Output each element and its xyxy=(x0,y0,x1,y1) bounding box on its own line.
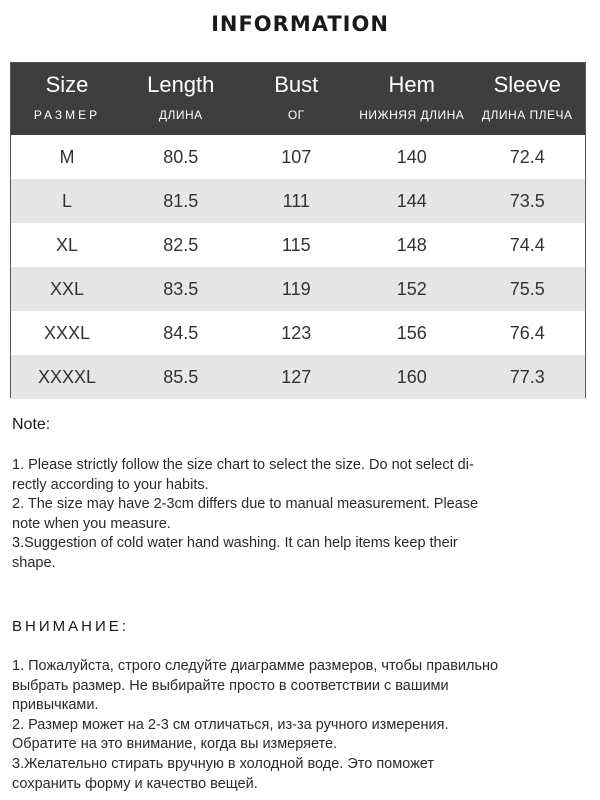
cell-size: L xyxy=(61,190,72,211)
header-bust xyxy=(239,63,355,135)
cell-hem: 152 xyxy=(396,278,427,299)
cell-length: 83.5 xyxy=(163,278,199,299)
cell-sleeve: 76.4 xyxy=(509,322,545,343)
ru-note-line: выбрать размер. Не выбирайте просто в соответствии с вашими xyxy=(12,677,449,694)
cell-sleeve: 74.4 xyxy=(509,234,545,255)
note-line: shape. xyxy=(12,554,56,571)
note-line: rectly according to your habits. xyxy=(12,476,209,493)
note-line: 2. The size may have 2-3cm differs due to manual measurement. Please xyxy=(12,496,479,513)
cell-bust: 107 xyxy=(281,146,312,167)
header-ru: НИЖНЯЯ ДЛИНА xyxy=(359,108,465,122)
cell-size: XXXL xyxy=(43,322,91,343)
note-line: 1. Please strictly follow the size chart to select the size. Do not select di- xyxy=(12,457,474,473)
table-header xyxy=(11,63,585,135)
cell-bust: 111 xyxy=(282,190,310,211)
table-row xyxy=(11,135,585,179)
table-row xyxy=(11,311,585,355)
ru-note-line: 3.Желательно стирать вручную в холодной воде. Это поможет xyxy=(12,755,435,772)
ru-note-line: Обратите на это внимание, когда вы измеряете. xyxy=(12,736,338,753)
page-title: INFORMATION xyxy=(211,12,389,36)
header-en: Sleeve xyxy=(493,72,561,97)
header-hem xyxy=(354,63,470,135)
header-en: Bust xyxy=(274,72,319,97)
header-length xyxy=(123,63,239,135)
header-en: Length xyxy=(147,72,215,97)
table-row xyxy=(11,223,585,267)
ru-note-line: 1. Пожалуйста, строго следуйте диаграмме размеров, чтобы правильно xyxy=(12,658,499,674)
header-sleeve xyxy=(470,63,586,135)
cell-hem: 144 xyxy=(396,190,427,211)
table-row xyxy=(11,179,585,223)
header-ru: ДЛИНА ПЛЕЧА xyxy=(481,108,573,122)
table-body xyxy=(11,135,585,399)
cell-length: 81.5 xyxy=(163,190,199,211)
cell-length: 82.5 xyxy=(163,234,199,255)
note-text xyxy=(12,456,588,574)
cell-hem: 156 xyxy=(396,322,427,343)
table-row xyxy=(11,355,585,399)
header-ru: ОГ xyxy=(287,108,305,122)
cell-bust: 123 xyxy=(281,322,312,343)
header-en: Size xyxy=(45,72,89,97)
ru-note-line: 2. Размер может на 2-3 см отличаться, из-за ручного измерения. xyxy=(12,716,449,733)
note-line: 3.Suggestion of cold water hand washing. It can help items keep their xyxy=(12,535,458,552)
cell-length: 80.5 xyxy=(163,146,199,167)
cell-size: M xyxy=(59,146,75,167)
cell-hem: 160 xyxy=(396,366,427,387)
header-size xyxy=(11,63,123,135)
note-heading: Note: xyxy=(12,416,51,433)
cell-sleeve: 75.5 xyxy=(509,278,545,299)
cell-length: 85.5 xyxy=(163,366,199,387)
cell-sleeve: 72.4 xyxy=(509,146,545,167)
header-ru: ДЛИНА xyxy=(158,108,203,122)
cell-bust: 127 xyxy=(281,366,312,387)
note-line: note when you measure. xyxy=(12,515,171,532)
cell-size: XL xyxy=(55,234,79,255)
cell-hem: 148 xyxy=(396,234,427,255)
cell-hem: 140 xyxy=(396,146,427,167)
size-table xyxy=(10,62,586,398)
cell-size: XXXXL xyxy=(37,366,97,387)
cell-sleeve: 77.3 xyxy=(509,366,545,387)
cell-length: 84.5 xyxy=(163,322,199,343)
cell-sleeve: 73.5 xyxy=(509,190,545,211)
cell-bust: 119 xyxy=(281,278,311,299)
cell-bust: 115 xyxy=(281,234,311,255)
cell-size: XXL xyxy=(49,278,85,299)
header-en: Hem xyxy=(388,72,435,97)
header-ru: РАЗМЕР xyxy=(33,108,101,122)
ru-note-text xyxy=(12,657,588,794)
ru-note-line: привычками. xyxy=(12,697,99,714)
table-row xyxy=(11,267,585,311)
ru-note-line: сохранить форму и качество вещей. xyxy=(12,775,258,792)
ru-note-heading: ВНИМАНИЕ: xyxy=(12,618,129,635)
